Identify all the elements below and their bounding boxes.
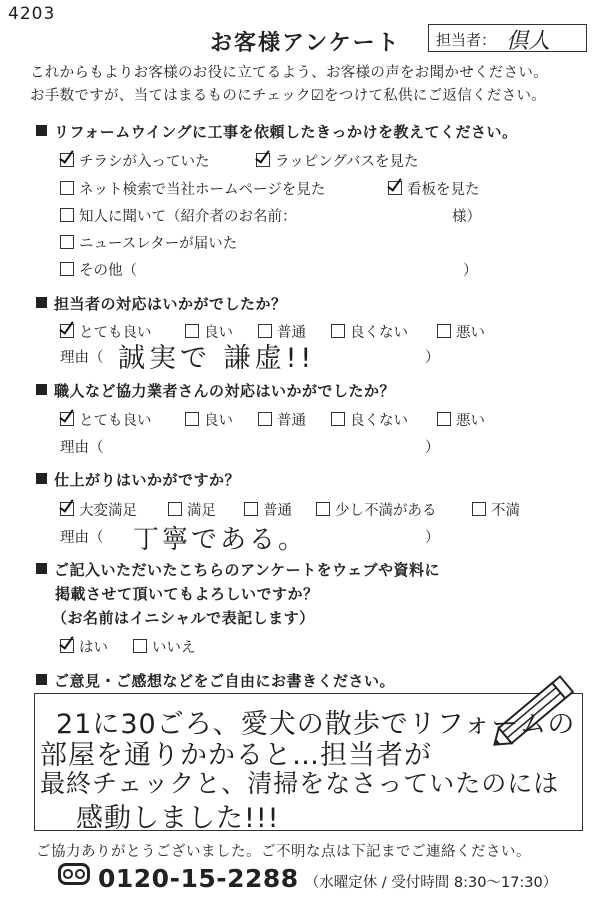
checkbox[interactable] (331, 412, 345, 426)
checkbox[interactable] (437, 412, 451, 426)
option-label: はい (79, 640, 108, 656)
checkbox[interactable] (60, 153, 74, 167)
question-5-line-1: ご記入いただいたこちらのアンケートをウェブや資料に (54, 561, 441, 579)
option-label: その他（ (79, 263, 137, 279)
option-label: 普通 (277, 325, 306, 341)
q1-option-web[interactable] (60, 178, 325, 199)
q4-option[interactable] (316, 499, 437, 520)
bullet-square-icon (36, 473, 47, 484)
document-number: 4203 (8, 4, 56, 24)
option-label: いいえ (152, 640, 196, 656)
q4-option[interactable] (168, 499, 216, 520)
q1-referral-suffix: 様） (452, 209, 481, 225)
checkbox[interactable] (60, 324, 74, 338)
question-3 (36, 380, 395, 401)
phone-number[interactable]: 0120-15-2288 (98, 864, 299, 893)
bullet-square-icon (36, 384, 47, 395)
q5-option-no[interactable] (133, 636, 196, 657)
option-label: 看板を見た (407, 182, 480, 198)
q4-option[interactable] (60, 499, 137, 520)
q1-option-newsletter[interactable] (60, 232, 237, 253)
option-label: ニュースレターが届いた (79, 236, 238, 252)
checkbox[interactable] (258, 412, 272, 426)
q1-other-close: ） (463, 263, 478, 279)
q1-option-other[interactable] (60, 259, 137, 280)
question-3-text: 職人など協力業者さんの対応はいかがでしたか？ (54, 382, 396, 400)
checkbox[interactable] (168, 502, 182, 516)
comment-line-3: 最終チェックと、清掃をなさっていたのには (40, 769, 560, 798)
q4-reason-text: 丁寧である。 (133, 525, 308, 555)
checkbox[interactable] (472, 502, 486, 516)
option-label: 良い (204, 325, 233, 341)
q4-reason-close: ） (425, 530, 440, 546)
q3-option[interactable] (331, 409, 408, 430)
option-label: 悪い (456, 325, 485, 341)
q2-reason-text: 誠実で 謙虚!! (118, 343, 316, 374)
checkbox[interactable] (388, 181, 402, 195)
option-label: 普通 (263, 503, 292, 519)
question-1 (36, 121, 518, 142)
checkbox[interactable] (60, 208, 74, 222)
option-label: チラシが入っていた (79, 154, 210, 170)
question-6-text: ご意見・ご感想などをご自由にお書きください。 (54, 672, 396, 690)
q1-option-referral[interactable] (60, 205, 297, 226)
intro-line-1: これからもよりお客様のお役に立てるよう、お客様の声をお聞かせください。 (30, 65, 548, 81)
footer-thanks: ご協力ありがとうございました。ご不明な点は下記までご連絡ください。 (36, 844, 531, 860)
q1-option-flyer[interactable] (60, 150, 210, 171)
q3-reason-label: 理由（ (60, 440, 104, 456)
staff-name: 倶人 (506, 29, 551, 54)
option-label: 良くない (350, 413, 408, 429)
question-1-text: リフォームウイングに工事を依頼したきっかけを教えてください。 (54, 123, 518, 141)
checkbox[interactable] (60, 639, 74, 653)
q1-option-bus[interactable] (256, 150, 419, 171)
q2-reason-label: 理由（ (60, 350, 104, 366)
checkbox[interactable] (60, 262, 74, 276)
checkbox[interactable] (331, 324, 345, 338)
bullet-square-icon (36, 674, 47, 685)
option-label: 良い (204, 413, 233, 429)
question-4 (36, 469, 240, 490)
q4-option[interactable] (472, 499, 520, 520)
question-5-line-2: 掲載させて頂いてもよろしいですか？ (55, 585, 319, 603)
q2-reason-close: ） (425, 350, 440, 366)
checkbox[interactable] (60, 235, 74, 249)
checkbox[interactable] (256, 153, 270, 167)
checkbox[interactable] (133, 639, 147, 653)
comment-line-4: 感動しました!!! (76, 803, 280, 834)
q2-option[interactable] (331, 321, 408, 342)
checkbox[interactable] (185, 412, 199, 426)
bullet-square-icon (36, 563, 47, 574)
q4-reason-label: 理由（ (60, 530, 104, 546)
option-label: 少し不満がある (335, 503, 437, 519)
checkbox[interactable] (60, 502, 74, 516)
checkbox[interactable] (60, 181, 74, 195)
comment-line-2: 部屋を通りかかると…担当者が (40, 740, 432, 771)
q2-option[interactable] (437, 321, 485, 342)
contact-row (58, 863, 557, 893)
question-6 (36, 670, 395, 691)
q3-option[interactable] (258, 409, 306, 430)
option-label: ネット検索で当社ホームページを見た (79, 182, 326, 198)
q3-reason-close: ） (425, 440, 440, 456)
option-label: 悪い (456, 413, 485, 429)
business-hours: （水曜定休 / 受付時間 8:30〜17:30） (304, 875, 558, 891)
q3-option[interactable] (437, 409, 485, 430)
option-label: 大変満足 (79, 503, 137, 519)
option-label: 満足 (187, 503, 216, 519)
staff-label: 担当者： (436, 31, 497, 49)
option-label: 知人に聞いて（紹介者のお名前： (79, 209, 297, 225)
option-label: ラッピングバスを見た (275, 154, 419, 170)
comment-line-1: 21に30ごろ、愛犬の散歩でリフォームの (56, 709, 576, 740)
checkbox[interactable] (244, 502, 258, 516)
question-5 (36, 559, 440, 580)
question-5-note: （お名前はイニシャルで表記します） (52, 609, 315, 627)
option-label: 普通 (277, 413, 306, 429)
page-title: お客様アンケート (210, 31, 401, 56)
q3-option[interactable] (185, 409, 233, 430)
bullet-square-icon (36, 125, 47, 136)
bullet-square-icon (36, 297, 47, 308)
checkbox[interactable] (437, 324, 451, 338)
option-label: 良くない (350, 325, 408, 341)
checkbox[interactable] (60, 412, 74, 426)
intro-line-2: お手数ですが、当てはまるものにチェック☑をつけて私供にご返信ください。 (30, 88, 547, 104)
question-4-text: 仕上がりはいかがですか？ (54, 471, 241, 489)
option-label: とても良い (79, 325, 152, 341)
question-2-text: 担当者の対応はいかがでしたか？ (54, 295, 287, 313)
option-label: とても良い (79, 413, 152, 429)
q3-option[interactable] (60, 409, 152, 430)
checkbox[interactable] (316, 502, 330, 516)
q1-option-signboard[interactable] (388, 178, 480, 199)
q4-option[interactable] (244, 499, 292, 520)
free-dial-icon (58, 863, 90, 885)
q5-option-yes[interactable] (60, 636, 108, 657)
option-label: 不満 (491, 503, 520, 519)
question-2 (36, 293, 287, 314)
